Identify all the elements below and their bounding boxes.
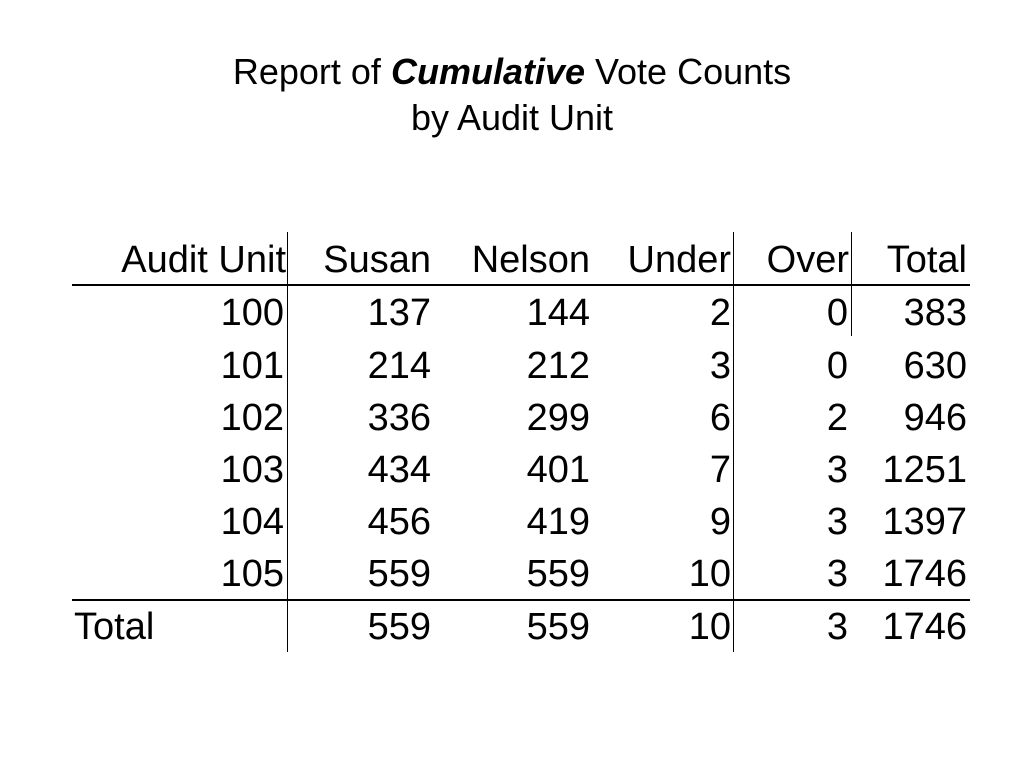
table-cell-nelson: 299 [526,397,590,439]
table-cell-total: 630 [903,345,967,387]
title-suffix: Vote Counts [585,51,792,92]
table-cell-over: 3 [826,553,848,595]
table-cell-susan: 214 [367,345,431,387]
table-cell-total: 1397 [882,501,967,543]
table-cell-under: 3 [709,345,731,387]
total-cell-susan: 559 [367,606,431,648]
header-over: Over [766,239,849,281]
table-cell-under: 2 [709,292,731,334]
table-cell-total: 946 [903,397,967,439]
table-cell-audit-unit: 102 [220,397,284,439]
table-cell-total: 1746 [882,553,967,595]
total-cell-total: 1746 [882,606,967,648]
table-cell-audit-unit: 103 [220,449,284,491]
table-cell-susan: 137 [367,292,431,334]
table-cell-over: 0 [826,292,848,334]
total-cell-over: 3 [826,606,848,648]
table-cell-total: 1251 [882,449,967,491]
table-cell-over: 3 [826,501,848,543]
audit-unit-column-divider [287,232,288,652]
table-cell-susan: 456 [367,501,431,543]
table-cell-under: 6 [709,397,731,439]
table-cell-nelson: 559 [526,553,590,595]
header-divider [72,284,970,286]
over-column-divider [851,232,852,336]
table-cell-total: 383 [903,292,967,334]
under-column-divider [733,232,734,652]
table-cell-nelson: 144 [526,292,590,334]
table-cell-nelson: 212 [526,345,590,387]
table-cell-audit-unit: 101 [220,345,284,387]
title-emphasis: Cumulative [390,51,585,92]
table-cell-under: 9 [709,501,731,543]
total-cell-under: 10 [688,606,731,648]
table-cell-over: 2 [826,397,848,439]
table-cell-over: 3 [826,449,848,491]
total-divider [72,599,970,601]
table-cell-nelson: 401 [526,449,590,491]
header-total: Total [886,239,967,281]
table-cell-susan: 336 [367,397,431,439]
table-cell-nelson: 419 [526,501,590,543]
table-cell-under: 10 [688,553,731,595]
table-cell-audit-unit: 105 [220,553,284,595]
header-under: Under [627,239,731,281]
title-prefix: Report of [232,51,391,92]
report-subtitle: by Audit Unit [410,97,614,138]
total-row-label: Total [74,606,155,648]
header-audit-unit: Audit Unit [121,239,286,281]
table-cell-susan: 559 [367,553,431,595]
total-cell-nelson: 559 [526,606,590,648]
table-cell-over: 0 [826,345,848,387]
table-cell-audit-unit: 104 [220,501,284,543]
table-cell-under: 7 [709,449,731,491]
table-cell-susan: 434 [367,449,431,491]
header-susan: Susan [323,239,431,281]
header-nelson: Nelson [471,239,590,281]
table-cell-audit-unit: 100 [220,292,284,334]
